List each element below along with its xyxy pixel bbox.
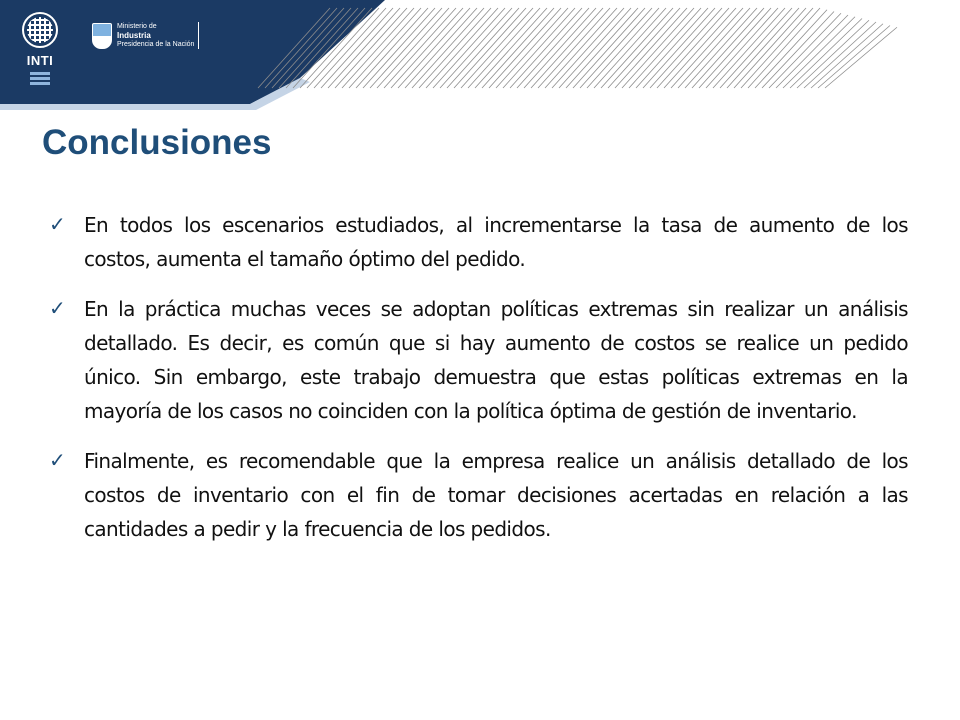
inti-logo-text: INTI <box>26 53 54 68</box>
bullet-text: En la práctica muchas veces se adoptan políticas extremas sin realizar un análisis detallado. Es decir, es común que si hay aumento de costos se realice un pedido único. Sin embargo, este trabajo demuestra que estas políticas extremas en la mayoría de los casos no coinciden con la política óptima de gestión de inventario. <box>84 297 908 423</box>
ministry-logo <box>92 22 199 49</box>
bullet-item <box>44 208 908 276</box>
logo-bars-icon <box>30 72 50 85</box>
ministry-text <box>117 22 199 49</box>
check-icon: ✓ <box>49 298 66 320</box>
ministry-line-2: Industria <box>117 31 151 40</box>
bullet-list <box>44 208 908 562</box>
bullet-text: Finalmente, es recomendable que la empresa realice un análisis detallado de los costos de inventario con el fin de tomar decisiones acertadas en relación a las cantidades a pedir y la frecuencia de los pedidos. <box>84 449 908 541</box>
grid-globe-icon <box>22 12 58 48</box>
page-title: Conclusiones <box>42 123 272 162</box>
bullet-text: En todos los escenarios estudiados, al incrementarse la tasa de aumento de los costos, aumenta el tamaño óptimo del pedido. <box>84 213 908 271</box>
ministry-line-1: Ministerio de <box>117 23 157 30</box>
bullet-item <box>44 292 908 428</box>
check-icon: ✓ <box>49 450 66 472</box>
header-band <box>0 0 960 110</box>
inti-logo <box>18 12 62 87</box>
check-icon: ✓ <box>49 214 66 236</box>
shield-icon <box>92 23 112 49</box>
bullet-item <box>44 444 908 546</box>
ministry-line-3: Presidencia de la Nación <box>117 41 195 48</box>
